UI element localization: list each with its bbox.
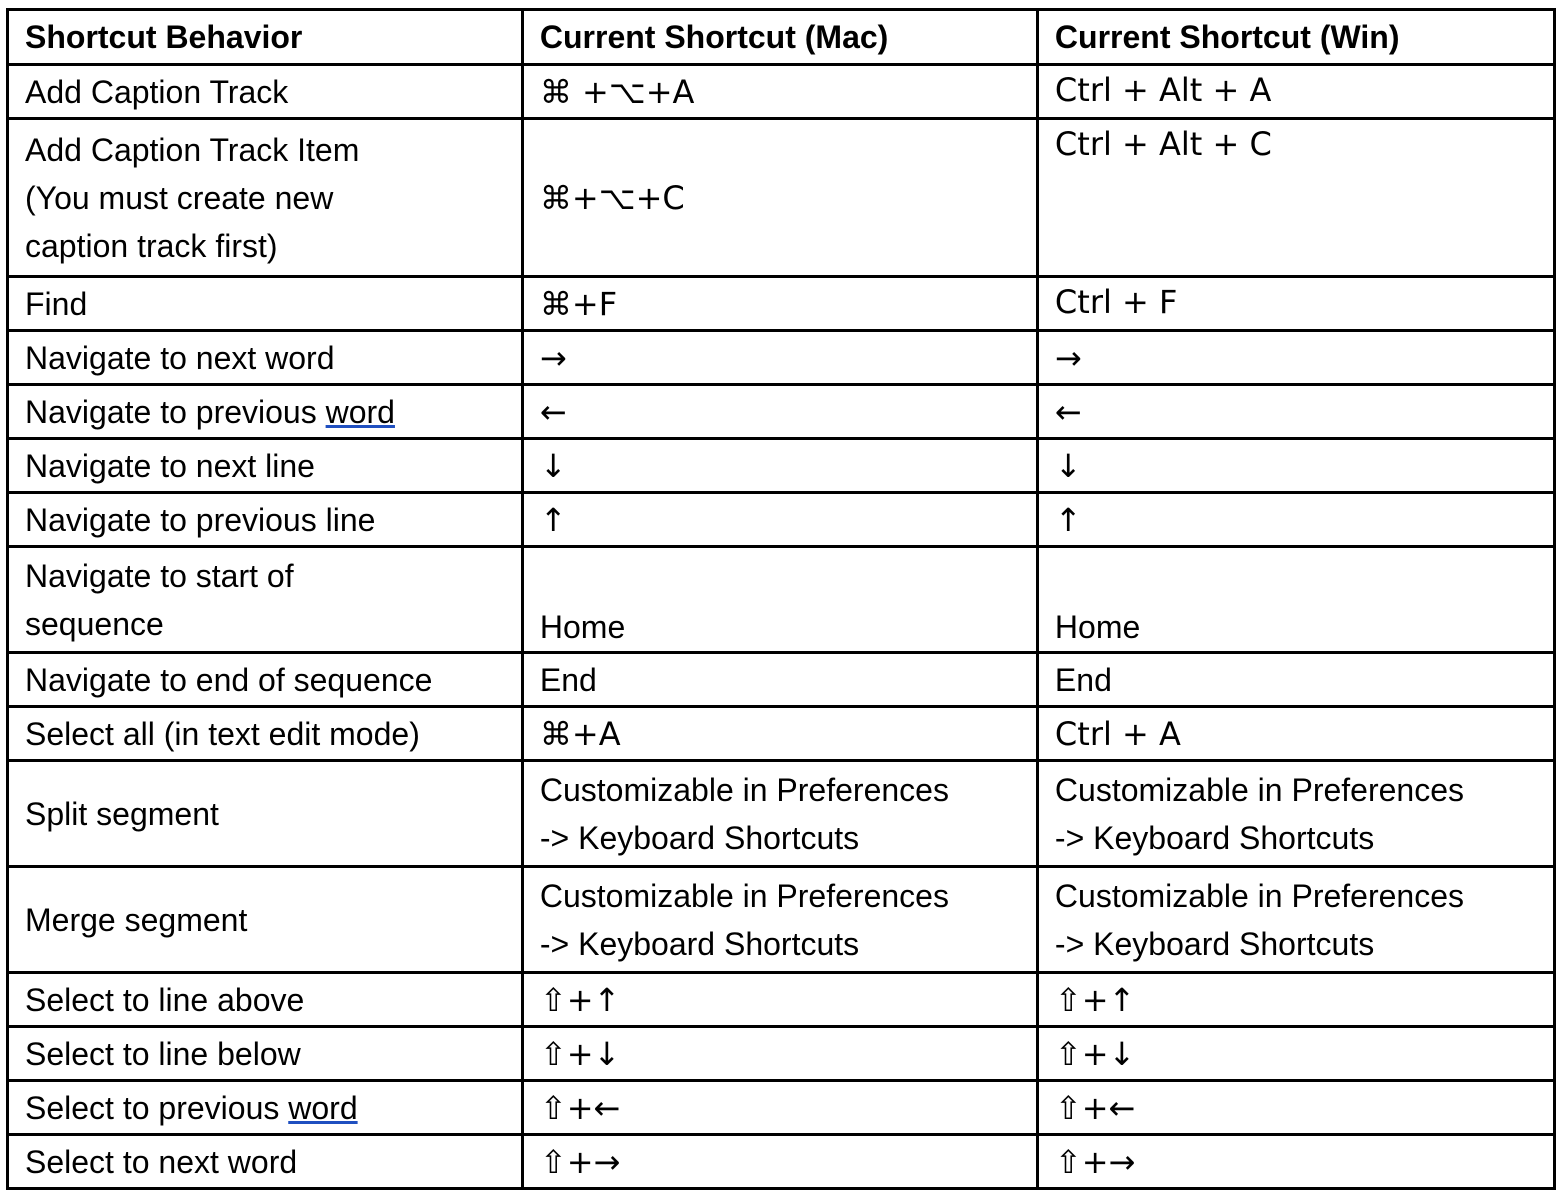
behavior-line: Add Caption Track Item bbox=[25, 131, 360, 168]
table-row bbox=[8, 653, 1555, 707]
table-row bbox=[8, 331, 1555, 385]
win-shortcut-cell: → bbox=[1037, 331, 1554, 385]
mac-shortcut-cell: ⇧+← bbox=[522, 1081, 1037, 1135]
win-shortcut-cell: ← bbox=[1037, 385, 1554, 439]
mac-shortcut-cell: Home bbox=[522, 547, 1037, 653]
win-shortcut-cell: ↑ bbox=[1037, 493, 1554, 547]
behavior-cell: Select to line above bbox=[8, 973, 523, 1027]
behavior-cell bbox=[8, 119, 523, 277]
mac-shortcut-cell: ⇧+↑ bbox=[522, 973, 1037, 1027]
header-mac: Current Shortcut (Mac) bbox=[522, 10, 1037, 65]
behavior-line: sequence bbox=[25, 605, 164, 642]
shortcut-line: -> Keyboard Shortcuts bbox=[1054, 819, 1375, 856]
behavior-cell: Merge segment bbox=[8, 867, 523, 973]
behavior-cell: Select to line below bbox=[8, 1027, 523, 1081]
win-shortcut-cell: ↓ bbox=[1037, 439, 1554, 493]
table-row bbox=[8, 119, 1555, 277]
table-row bbox=[8, 1081, 1555, 1135]
behavior-cell bbox=[8, 385, 523, 439]
mac-shortcut-cell: ← bbox=[522, 385, 1037, 439]
behavior-cell: Select all (in text edit mode) bbox=[8, 707, 523, 761]
mac-shortcut-cell bbox=[522, 761, 1037, 867]
mac-shortcut-cell: ↓ bbox=[522, 439, 1037, 493]
win-shortcut-cell bbox=[1037, 761, 1554, 867]
behavior-cell bbox=[8, 547, 523, 653]
table-row bbox=[8, 547, 1555, 653]
mac-shortcut-cell: ⌘+⌥+C bbox=[522, 119, 1037, 277]
win-shortcut-cell: Home bbox=[1037, 547, 1554, 653]
table-row bbox=[8, 439, 1555, 493]
behavior-cell bbox=[8, 1081, 523, 1135]
mac-shortcut-cell: End bbox=[522, 653, 1037, 707]
table-row bbox=[8, 1027, 1555, 1081]
table-row bbox=[8, 867, 1555, 973]
behavior-text: Navigate to previous bbox=[25, 393, 326, 430]
shortcut-line: Customizable in Preferences bbox=[539, 771, 949, 808]
shortcut-line: Customizable in Preferences bbox=[539, 877, 949, 914]
table-row bbox=[8, 707, 1555, 761]
shortcut-line: Customizable in Preferences bbox=[1054, 771, 1464, 808]
table-row bbox=[8, 385, 1555, 439]
behavior-cell: Navigate to end of sequence bbox=[8, 653, 523, 707]
win-shortcut-cell: Ctrl + F bbox=[1037, 277, 1554, 331]
behavior-cell: Find bbox=[8, 277, 523, 331]
table-row bbox=[8, 277, 1555, 331]
table-row bbox=[8, 973, 1555, 1027]
mac-shortcut-cell: ⇧+↓ bbox=[522, 1027, 1037, 1081]
shortcut-table bbox=[6, 8, 1556, 1190]
mac-shortcut-cell bbox=[522, 867, 1037, 973]
behavior-line: caption track first) bbox=[25, 227, 278, 264]
table-row bbox=[8, 65, 1555, 119]
header-win: Current Shortcut (Win) bbox=[1037, 10, 1554, 65]
table-row bbox=[8, 761, 1555, 867]
shortcut-line: -> Keyboard Shortcuts bbox=[1054, 925, 1375, 962]
win-shortcut-cell: Ctrl + Alt + A bbox=[1037, 65, 1554, 119]
win-shortcut-cell: Ctrl + A bbox=[1037, 707, 1554, 761]
shortcut-line: -> Keyboard Shortcuts bbox=[539, 925, 860, 962]
win-shortcut-cell: ⇧+↓ bbox=[1037, 1027, 1554, 1081]
mac-shortcut-cell: ⌘+A bbox=[522, 707, 1037, 761]
shortcut-table-container bbox=[6, 8, 1556, 1190]
win-shortcut-cell: Ctrl + Alt + C bbox=[1037, 119, 1554, 277]
behavior-line: Navigate to start of bbox=[25, 557, 294, 594]
underlined-word: word bbox=[288, 1089, 358, 1126]
win-shortcut-cell: End bbox=[1037, 653, 1554, 707]
behavior-cell: Navigate to next word bbox=[8, 331, 523, 385]
table-row bbox=[8, 493, 1555, 547]
behavior-cell: Navigate to next line bbox=[8, 439, 523, 493]
mac-shortcut-cell: ⌘+F bbox=[522, 277, 1037, 331]
shortcut-line: -> Keyboard Shortcuts bbox=[539, 819, 860, 856]
table-row bbox=[8, 1135, 1555, 1189]
behavior-cell: Select to next word bbox=[8, 1135, 523, 1189]
win-shortcut-cell: ⇧+↑ bbox=[1037, 973, 1554, 1027]
mac-shortcut-cell: ⌘ +⌥+A bbox=[522, 65, 1037, 119]
mac-shortcut-cell: ↑ bbox=[522, 493, 1037, 547]
header-behavior: Shortcut Behavior bbox=[8, 10, 523, 65]
win-shortcut-cell: ⇧+→ bbox=[1037, 1135, 1554, 1189]
shortcut-line: Customizable in Preferences bbox=[1054, 877, 1464, 914]
behavior-text: Select to previous bbox=[25, 1089, 289, 1126]
mac-shortcut-cell: → bbox=[522, 331, 1037, 385]
behavior-line: (You must create new bbox=[25, 179, 334, 216]
header-row bbox=[8, 10, 1555, 65]
behavior-cell: Navigate to previous line bbox=[8, 493, 523, 547]
behavior-cell: Add Caption Track bbox=[8, 65, 523, 119]
win-shortcut-cell: ⇧+← bbox=[1037, 1081, 1554, 1135]
win-shortcut-cell bbox=[1037, 867, 1554, 973]
underlined-word: word bbox=[325, 393, 395, 430]
behavior-cell: Split segment bbox=[8, 761, 523, 867]
mac-shortcut-cell: ⇧+→ bbox=[522, 1135, 1037, 1189]
